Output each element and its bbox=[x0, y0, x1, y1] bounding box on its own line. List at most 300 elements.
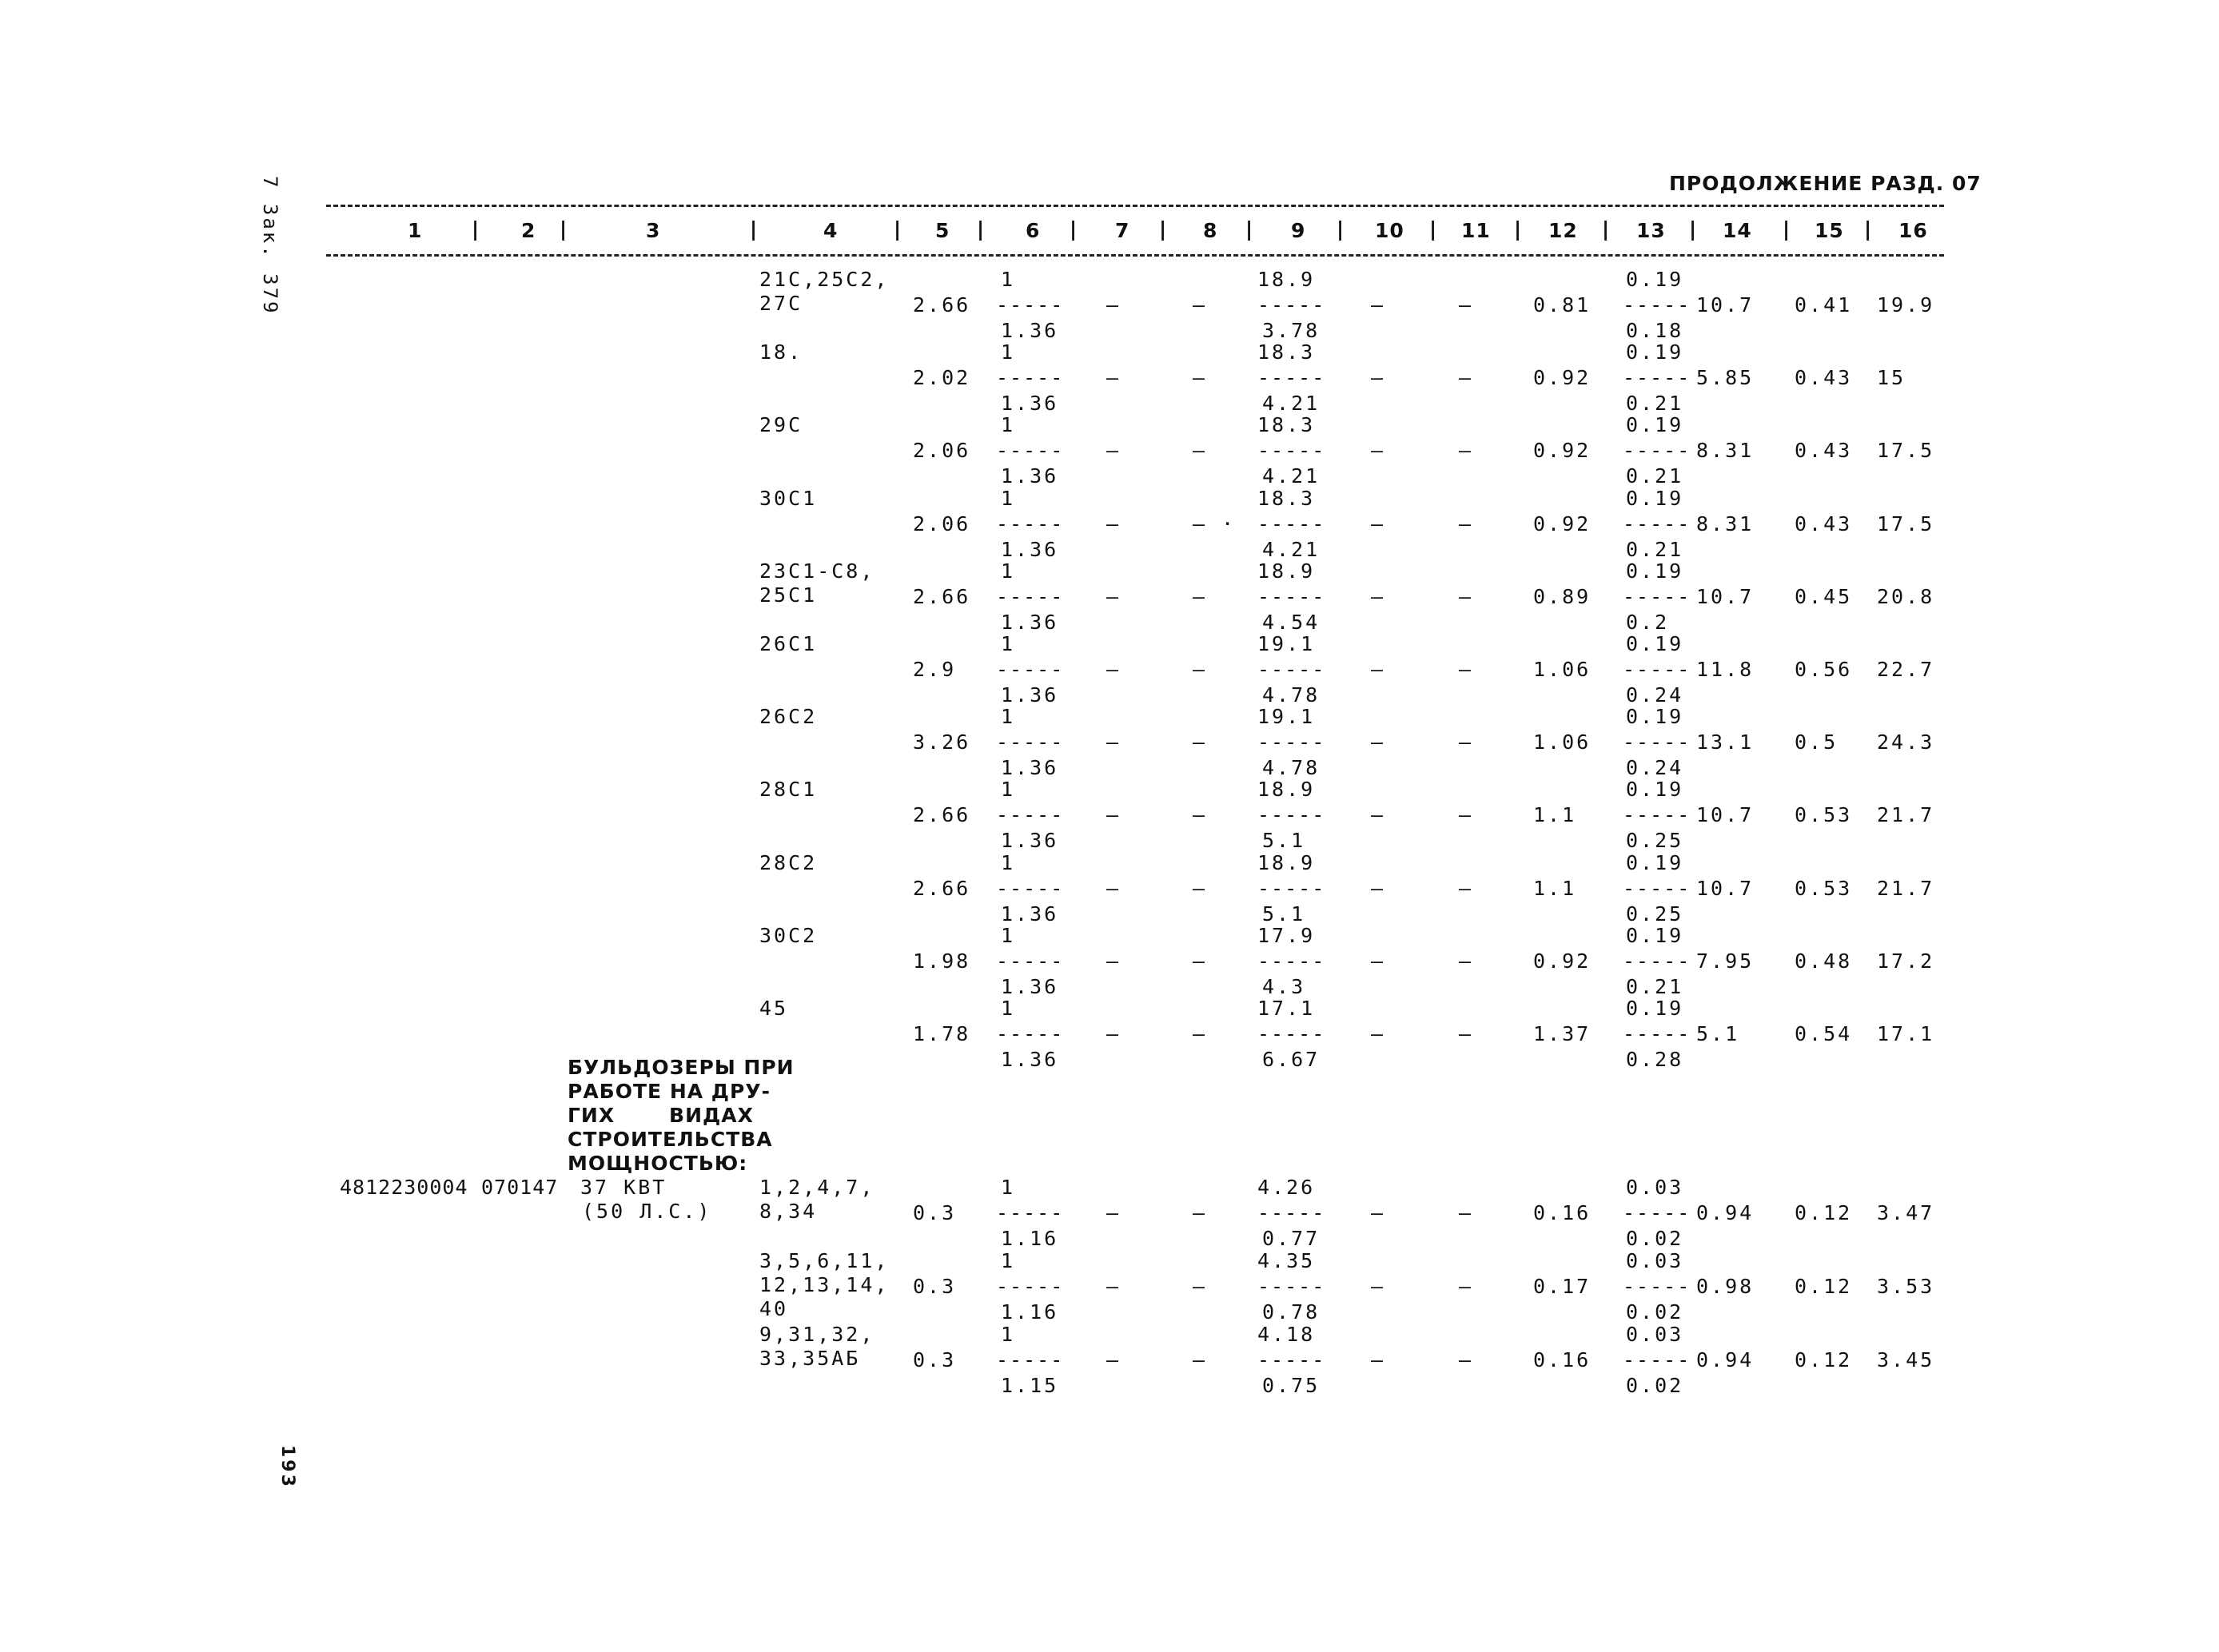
cell-col10: – bbox=[1371, 658, 1386, 681]
column-header-4: 4 bbox=[823, 219, 839, 242]
cell-col14: 5.85 bbox=[1696, 366, 1755, 390]
cell-col9-bar: ----- bbox=[1257, 1275, 1326, 1298]
cell-col5: 2.66 bbox=[913, 876, 971, 900]
column-header-1: 1 bbox=[408, 219, 423, 242]
cell-col14: 11.8 bbox=[1696, 658, 1755, 681]
cell-col4: 30С2 bbox=[759, 923, 818, 947]
cell-col12: 1.06 bbox=[1533, 658, 1592, 681]
cell-col6-bottom: 1.36 bbox=[1001, 974, 1059, 998]
cell-col14: 0.98 bbox=[1696, 1275, 1755, 1298]
cell-col8: – bbox=[1193, 1275, 1208, 1298]
cell-col14: 10.7 bbox=[1696, 803, 1755, 827]
cell-col13-top: 0.19 bbox=[1626, 340, 1684, 364]
cell-col16: 15 bbox=[1877, 366, 1906, 390]
cell-col12: 1.06 bbox=[1533, 730, 1592, 754]
cell-col6-bottom: 1.15 bbox=[1001, 1374, 1059, 1397]
column-header-6: 6 bbox=[1026, 219, 1041, 242]
cell-col5: 0.3 bbox=[913, 1275, 957, 1298]
cell-col8: – · bbox=[1193, 512, 1237, 535]
cell-col9-top: 18.3 bbox=[1257, 340, 1316, 364]
column-separator: | bbox=[1245, 217, 1254, 241]
cell-col10: – bbox=[1371, 1348, 1386, 1371]
column-separator: | bbox=[1159, 217, 1168, 241]
cell-col4: 1,2,4,7, bbox=[759, 1176, 875, 1199]
cell-col9-bottom: 0.78 bbox=[1262, 1300, 1321, 1324]
cell-col6-top: 1 bbox=[1001, 1176, 1016, 1199]
cell-col15: 0.43 bbox=[1795, 512, 1853, 535]
column-header-15: 15 bbox=[1815, 219, 1844, 242]
cell-col6-top: 1 bbox=[1001, 1249, 1016, 1272]
cell-col5: 1.98 bbox=[913, 949, 971, 973]
cell-col8: – bbox=[1193, 658, 1208, 681]
section-heading-line: ГИХ ВИДАХ bbox=[568, 1104, 754, 1127]
cell-col12: 1.37 bbox=[1533, 1022, 1592, 1045]
cell-col12: 0.17 bbox=[1533, 1275, 1592, 1298]
cell-col12: 0.16 bbox=[1533, 1348, 1592, 1371]
cell-col9-bar: ----- bbox=[1257, 658, 1326, 681]
cell-col13-bottom: 0.25 bbox=[1626, 829, 1684, 853]
cell-col4: 3,5,6,11, bbox=[759, 1249, 890, 1272]
cell-col13-bottom: 0.18 bbox=[1626, 319, 1684, 342]
cell-col5: 0.3 bbox=[913, 1348, 957, 1371]
cell-col14: 0.94 bbox=[1696, 1348, 1755, 1371]
cell-col5: 1.78 bbox=[913, 1022, 971, 1045]
cell-col5: 2.06 bbox=[913, 439, 971, 463]
cell-col9-bar: ----- bbox=[1257, 730, 1326, 754]
cell-col14: 10.7 bbox=[1696, 293, 1755, 316]
cell-col14: 5.1 bbox=[1696, 1022, 1740, 1045]
cell-col6-bar: ----- bbox=[996, 1348, 1065, 1371]
cell-col6-bar: ----- bbox=[996, 876, 1065, 900]
cell-col14: 0.94 bbox=[1696, 1201, 1755, 1224]
cell-col13-bar: ----- bbox=[1623, 1348, 1691, 1371]
cell-col13-bar: ----- bbox=[1623, 439, 1691, 463]
cell-col6-bottom: 1.36 bbox=[1001, 319, 1059, 342]
cell-col15: 0.43 bbox=[1795, 366, 1853, 390]
cell-col16: 22.7 bbox=[1877, 658, 1935, 681]
cell-col9-top: 4.18 bbox=[1257, 1323, 1316, 1346]
cell-col13-bottom: 0.2 bbox=[1626, 610, 1670, 634]
page-number: 193 bbox=[277, 1445, 297, 1489]
cell-col13-bottom: 0.24 bbox=[1626, 756, 1684, 780]
cell-col4: 30С1 bbox=[759, 486, 818, 510]
cell-col9-bar: ----- bbox=[1257, 293, 1326, 316]
cell-col13-bottom: 0.25 bbox=[1626, 902, 1684, 926]
cell-col6-bottom: 1.36 bbox=[1001, 902, 1059, 926]
cell-col14: 7.95 bbox=[1696, 949, 1755, 973]
cell-col6-bar: ----- bbox=[996, 1275, 1065, 1298]
cell-col9-top: 19.1 bbox=[1257, 632, 1316, 655]
cell-col12: 0.92 bbox=[1533, 512, 1592, 535]
cell-col12: 1.1 bbox=[1533, 876, 1577, 900]
cell-col7: – bbox=[1106, 293, 1121, 316]
cell-col13-bar: ----- bbox=[1623, 730, 1691, 754]
cell-col6-bar: ----- bbox=[996, 803, 1065, 827]
cell-col6-bottom: 1.36 bbox=[1001, 537, 1059, 561]
cell-col7: – bbox=[1106, 1348, 1121, 1371]
cell-col9-top: 18.3 bbox=[1257, 413, 1316, 437]
cell-col13-top: 0.19 bbox=[1626, 923, 1684, 947]
cell-col6-bottom: 1.36 bbox=[1001, 610, 1059, 634]
section-heading-line: БУЛЬДОЗЕРЫ ПРИ bbox=[568, 1056, 795, 1079]
column-separator: | bbox=[1514, 217, 1523, 241]
cell-col4: 27С bbox=[759, 292, 803, 315]
cell-col10: – bbox=[1371, 439, 1386, 463]
cell-col6-top: 1 bbox=[1001, 632, 1016, 655]
column-separator: | bbox=[1602, 217, 1611, 241]
column-separator: | bbox=[560, 217, 568, 241]
cell-col13-top: 0.19 bbox=[1626, 632, 1684, 655]
cell-col9-bar: ----- bbox=[1257, 1348, 1326, 1371]
cell-col14: 13.1 bbox=[1696, 730, 1755, 754]
cell-col4: 8,34 bbox=[759, 1200, 818, 1223]
cell-col15: 0.12 bbox=[1795, 1201, 1853, 1224]
cell-col4: 26С1 bbox=[759, 632, 818, 655]
cell-col9-bottom: 4.21 bbox=[1262, 392, 1321, 416]
cell-col9-top: 19.1 bbox=[1257, 705, 1316, 729]
cell-col8: – bbox=[1193, 1201, 1208, 1224]
cell-col7: – bbox=[1106, 949, 1121, 973]
cell-col16: 19.9 bbox=[1877, 293, 1935, 316]
cell-col6-bar: ----- bbox=[996, 1022, 1065, 1045]
cell-col15: 0.53 bbox=[1795, 803, 1853, 827]
header-rule-top bbox=[326, 205, 1944, 207]
cell-col13-bottom: 0.21 bbox=[1626, 974, 1684, 998]
cell-col5: 3.26 bbox=[913, 730, 971, 754]
cell-col16: 17.1 bbox=[1877, 1022, 1935, 1045]
cell-col11: – bbox=[1459, 293, 1474, 316]
cell-col9-bar: ----- bbox=[1257, 512, 1326, 535]
cell-col9-top: 17.1 bbox=[1257, 997, 1316, 1020]
power-kw: 37 КВТ bbox=[580, 1176, 667, 1199]
cell-col7: – bbox=[1106, 439, 1121, 463]
cell-col6-bar: ----- bbox=[996, 1201, 1065, 1224]
cell-col7: – bbox=[1106, 658, 1121, 681]
cell-col13-bar: ----- bbox=[1623, 366, 1691, 390]
cell-col12: 0.92 bbox=[1533, 439, 1592, 463]
cell-col6-bar: ----- bbox=[996, 730, 1065, 754]
cell-col9-top: 18.3 bbox=[1257, 486, 1316, 510]
cell-col10: – bbox=[1371, 293, 1386, 316]
cell-col11: – bbox=[1459, 949, 1474, 973]
cell-col4: 33,35АБ bbox=[759, 1347, 861, 1370]
cell-col13-top: 0.19 bbox=[1626, 486, 1684, 510]
cell-col5: 2.66 bbox=[913, 293, 971, 316]
continuation-header: ПРОДОЛЖЕНИЕ РАЗД. 07 bbox=[1669, 172, 1982, 195]
cell-col5: 2.06 bbox=[913, 512, 971, 535]
cell-col6-top: 1 bbox=[1001, 559, 1016, 583]
cell-col8: – bbox=[1193, 803, 1208, 827]
cell-col11: – bbox=[1459, 803, 1474, 827]
cell-col7: – bbox=[1106, 366, 1121, 390]
cell-col16: 3.53 bbox=[1877, 1275, 1935, 1298]
column-header-9: 9 bbox=[1291, 219, 1306, 242]
cell-col8: – bbox=[1193, 293, 1208, 316]
cell-col13-bar: ----- bbox=[1623, 1022, 1691, 1045]
cell-col6-bar: ----- bbox=[996, 949, 1065, 973]
cell-col9-bottom: 5.1 bbox=[1262, 902, 1306, 926]
column-header-16: 16 bbox=[1898, 219, 1928, 242]
cell-col7: – bbox=[1106, 803, 1121, 827]
cell-col4: 45 bbox=[759, 997, 789, 1020]
cell-col13-bottom: 0.21 bbox=[1626, 537, 1684, 561]
cell-col15: 0.45 bbox=[1795, 584, 1853, 608]
cell-col14: 8.31 bbox=[1696, 512, 1755, 535]
cell-col6-top: 1 bbox=[1001, 778, 1016, 802]
cell-col15: 0.12 bbox=[1795, 1275, 1853, 1298]
cell-col11: – bbox=[1459, 512, 1474, 535]
cell-col5: 2.02 bbox=[913, 366, 971, 390]
cell-col8: – bbox=[1193, 949, 1208, 973]
cell-col9-bar: ----- bbox=[1257, 584, 1326, 608]
cell-col11: – bbox=[1459, 1275, 1474, 1298]
cell-col6-bar: ----- bbox=[996, 512, 1065, 535]
cell-col6-top: 1 bbox=[1001, 486, 1016, 510]
cell-col4: 40 bbox=[759, 1297, 789, 1320]
cell-col13-bottom: 0.02 bbox=[1626, 1300, 1684, 1324]
cell-col8: – bbox=[1193, 730, 1208, 754]
cell-col16: 17.2 bbox=[1877, 949, 1935, 973]
cell-col13-bottom: 0.28 bbox=[1626, 1048, 1684, 1071]
side-note: 7 Зак. 379 bbox=[259, 176, 281, 316]
cell-col13-top: 0.19 bbox=[1626, 850, 1684, 874]
cell-col6-top: 1 bbox=[1001, 268, 1016, 291]
column-separator: | bbox=[1337, 217, 1345, 241]
cell-col13-bar: ----- bbox=[1623, 658, 1691, 681]
resource-code: 4812230004 bbox=[340, 1176, 468, 1199]
column-header-2: 2 bbox=[521, 219, 536, 242]
column-header-13: 13 bbox=[1636, 219, 1666, 242]
cell-col13-top: 0.19 bbox=[1626, 268, 1684, 291]
cell-col13-bar: ----- bbox=[1623, 1275, 1691, 1298]
cell-col10: – bbox=[1371, 366, 1386, 390]
cell-col7: – bbox=[1106, 1201, 1121, 1224]
cell-col11: – bbox=[1459, 1348, 1474, 1371]
cell-col13-top: 0.19 bbox=[1626, 997, 1684, 1020]
cell-col9-bottom: 4.21 bbox=[1262, 464, 1321, 488]
cell-col8: – bbox=[1193, 439, 1208, 463]
cell-col15: 0.54 bbox=[1795, 1022, 1853, 1045]
cell-col13-top: 0.03 bbox=[1626, 1249, 1684, 1272]
cell-col13-bar: ----- bbox=[1623, 1201, 1691, 1224]
cell-col14: 8.31 bbox=[1696, 439, 1755, 463]
cell-col15: 0.5 bbox=[1795, 730, 1839, 754]
cell-col14: 10.7 bbox=[1696, 876, 1755, 900]
cell-col16: 3.47 bbox=[1877, 1201, 1935, 1224]
cell-col13-top: 0.03 bbox=[1626, 1176, 1684, 1199]
cell-col15: 0.41 bbox=[1795, 293, 1853, 316]
section-heading-line: СТРОИТЕЛЬСТВА bbox=[568, 1128, 773, 1151]
cell-col13-top: 0.19 bbox=[1626, 559, 1684, 583]
column-header-11: 11 bbox=[1461, 219, 1491, 242]
cell-col12: 0.92 bbox=[1533, 949, 1592, 973]
cell-col6-bar: ----- bbox=[996, 439, 1065, 463]
cell-col9-bottom: 4.3 bbox=[1262, 974, 1306, 998]
cell-col9-bar: ----- bbox=[1257, 803, 1326, 827]
cell-col4: 26С2 bbox=[759, 705, 818, 729]
cell-col13-top: 0.19 bbox=[1626, 413, 1684, 437]
cell-col13-bar: ----- bbox=[1623, 803, 1691, 827]
cell-col6-bottom: 1.36 bbox=[1001, 829, 1059, 853]
cell-col9-top: 4.26 bbox=[1257, 1176, 1316, 1199]
cell-col6-top: 1 bbox=[1001, 923, 1016, 947]
cell-col4: 25С1 bbox=[759, 583, 818, 607]
cell-col9-top: 18.9 bbox=[1257, 268, 1316, 291]
column-header-10: 10 bbox=[1375, 219, 1404, 242]
cell-col4: 28С1 bbox=[759, 778, 818, 802]
cell-col15: 0.53 bbox=[1795, 876, 1853, 900]
cell-col9-bottom: 6.67 bbox=[1262, 1048, 1321, 1071]
cell-col9-top: 18.9 bbox=[1257, 778, 1316, 802]
cell-col6-bar: ----- bbox=[996, 366, 1065, 390]
cell-col7: – bbox=[1106, 584, 1121, 608]
cell-col7: – bbox=[1106, 876, 1121, 900]
cell-col5: 2.9 bbox=[913, 658, 957, 681]
cell-col16: 17.5 bbox=[1877, 439, 1935, 463]
cell-col7: – bbox=[1106, 1022, 1121, 1045]
cell-col9-bar: ----- bbox=[1257, 876, 1326, 900]
cell-col11: – bbox=[1459, 730, 1474, 754]
cell-col8: – bbox=[1193, 584, 1208, 608]
cell-col16: 24.3 bbox=[1877, 730, 1935, 754]
cell-col11: – bbox=[1459, 366, 1474, 390]
cell-col10: – bbox=[1371, 1022, 1386, 1045]
cell-col13-bar: ----- bbox=[1623, 949, 1691, 973]
cell-col13-bottom: 0.02 bbox=[1626, 1374, 1684, 1397]
cell-col13-bar: ----- bbox=[1623, 293, 1691, 316]
column-separator: | bbox=[1429, 217, 1438, 241]
section-heading-line: МОЩНОСТЬЮ: bbox=[568, 1152, 748, 1175]
cell-col13-bottom: 0.21 bbox=[1626, 392, 1684, 416]
column-header-8: 8 bbox=[1203, 219, 1218, 242]
cell-col9-bottom: 4.78 bbox=[1262, 756, 1321, 780]
column-header-12: 12 bbox=[1548, 219, 1578, 242]
cell-col10: – bbox=[1371, 584, 1386, 608]
column-header-5: 5 bbox=[935, 219, 950, 242]
cell-col6-bottom: 1.16 bbox=[1001, 1300, 1059, 1324]
column-separator: | bbox=[1070, 217, 1078, 241]
cell-col11: – bbox=[1459, 1201, 1474, 1224]
cell-col7: – bbox=[1106, 512, 1121, 535]
cell-col15: 0.48 bbox=[1795, 949, 1853, 973]
cell-col13-bar: ----- bbox=[1623, 512, 1691, 535]
cell-col11: – bbox=[1459, 658, 1474, 681]
cell-col10: – bbox=[1371, 1201, 1386, 1224]
section-heading-line: РАБОТЕ НА ДРУ- bbox=[568, 1080, 771, 1103]
cell-col14: 10.7 bbox=[1696, 584, 1755, 608]
cell-col9-bottom: 3.78 bbox=[1262, 319, 1321, 342]
cell-col9-bottom: 0.75 bbox=[1262, 1374, 1321, 1397]
column-separator: | bbox=[472, 217, 480, 241]
column-separator: | bbox=[1864, 217, 1873, 241]
cell-col9-bottom: 4.78 bbox=[1262, 683, 1321, 707]
cell-col9-bottom: 4.54 bbox=[1262, 610, 1321, 634]
norm-code: 070147 bbox=[481, 1176, 559, 1199]
cell-col9-bar: ----- bbox=[1257, 1022, 1326, 1045]
cell-col12: 0.16 bbox=[1533, 1201, 1592, 1224]
cell-col16: 21.7 bbox=[1877, 876, 1935, 900]
column-header-7: 7 bbox=[1115, 219, 1130, 242]
cell-col13-bottom: 0.24 bbox=[1626, 683, 1684, 707]
cell-col9-bar: ----- bbox=[1257, 439, 1326, 463]
column-header-3: 3 bbox=[646, 219, 661, 242]
cell-col15: 0.43 bbox=[1795, 439, 1853, 463]
cell-col6-bottom: 1.36 bbox=[1001, 392, 1059, 416]
cell-col9-top: 4.35 bbox=[1257, 1249, 1316, 1272]
column-separator: | bbox=[977, 217, 986, 241]
cell-col8: – bbox=[1193, 1348, 1208, 1371]
cell-col6-bar: ----- bbox=[996, 658, 1065, 681]
cell-col9-bar: ----- bbox=[1257, 949, 1326, 973]
cell-col5: 2.66 bbox=[913, 584, 971, 608]
cell-col6-top: 1 bbox=[1001, 997, 1016, 1020]
cell-col9-top: 18.9 bbox=[1257, 559, 1316, 583]
cell-col10: – bbox=[1371, 949, 1386, 973]
cell-col16: 17.5 bbox=[1877, 512, 1935, 535]
cell-col13-bottom: 0.21 bbox=[1626, 464, 1684, 488]
cell-col4: 29С bbox=[759, 413, 803, 437]
cell-col9-bottom: 4.21 bbox=[1262, 537, 1321, 561]
cell-col11: – bbox=[1459, 876, 1474, 900]
cell-col4: 23С1-С8, bbox=[759, 559, 875, 583]
cell-col7: – bbox=[1106, 730, 1121, 754]
cell-col9-top: 17.9 bbox=[1257, 923, 1316, 947]
cell-col10: – bbox=[1371, 730, 1386, 754]
column-separator: | bbox=[1783, 217, 1791, 241]
cell-col8: – bbox=[1193, 366, 1208, 390]
cell-col6-bottom: 1.36 bbox=[1001, 1048, 1059, 1071]
cell-col6-bar: ----- bbox=[996, 293, 1065, 316]
cell-col13-bottom: 0.02 bbox=[1626, 1227, 1684, 1250]
cell-col4: 21С,25С2, bbox=[759, 268, 890, 291]
cell-col10: – bbox=[1371, 1275, 1386, 1298]
cell-col11: – bbox=[1459, 1022, 1474, 1045]
column-separator: | bbox=[894, 217, 902, 241]
cell-col13-top: 0.19 bbox=[1626, 778, 1684, 802]
cell-col9-bar: ----- bbox=[1257, 366, 1326, 390]
cell-col8: – bbox=[1193, 1022, 1208, 1045]
cell-col10: – bbox=[1371, 512, 1386, 535]
column-separator: | bbox=[1689, 217, 1698, 241]
cell-col4: 9,31,32, bbox=[759, 1323, 875, 1346]
cell-col8: – bbox=[1193, 876, 1208, 900]
cell-col6-top: 1 bbox=[1001, 340, 1016, 364]
cell-col6-top: 1 bbox=[1001, 1323, 1016, 1346]
cell-col9-bar: ----- bbox=[1257, 1201, 1326, 1224]
cell-col6-top: 1 bbox=[1001, 850, 1016, 874]
cell-col10: – bbox=[1371, 876, 1386, 900]
header-rule-bottom bbox=[326, 254, 1944, 257]
power-hp: (50 Л.С.) bbox=[582, 1200, 712, 1223]
cell-col12: 0.89 bbox=[1533, 584, 1592, 608]
cell-col6-bottom: 1.16 bbox=[1001, 1227, 1059, 1250]
cell-col12: 0.92 bbox=[1533, 366, 1592, 390]
cell-col12: 0.81 bbox=[1533, 293, 1592, 316]
cell-col6-top: 1 bbox=[1001, 705, 1016, 729]
cell-col13-bar: ----- bbox=[1623, 876, 1691, 900]
cell-col12: 1.1 bbox=[1533, 803, 1577, 827]
cell-col4: 28С2 bbox=[759, 850, 818, 874]
cell-col9-top: 18.9 bbox=[1257, 850, 1316, 874]
cell-col13-bar: ----- bbox=[1623, 584, 1691, 608]
cell-col6-bottom: 1.36 bbox=[1001, 464, 1059, 488]
cell-col6-bottom: 1.36 bbox=[1001, 683, 1059, 707]
cell-col11: – bbox=[1459, 439, 1474, 463]
cell-col5: 2.66 bbox=[913, 803, 971, 827]
cell-col4: 12,13,14, bbox=[759, 1273, 890, 1296]
cell-col9-bottom: 0.77 bbox=[1262, 1227, 1321, 1250]
cell-col6-bar: ----- bbox=[996, 584, 1065, 608]
